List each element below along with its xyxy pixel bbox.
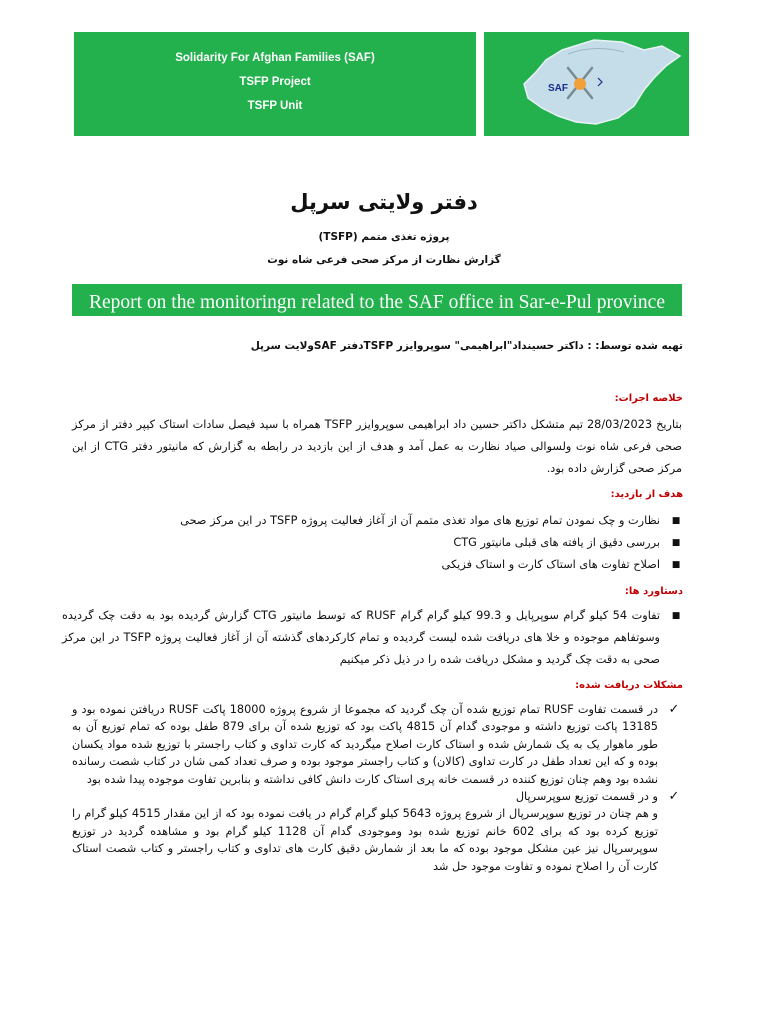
list-item-text: در قسمت تفاوت RUSF تمام توزیع شده آن چک گردید که مجموعا از شروع پروژه 18000 پاکت RUSF دریافتن نموده بود و 13185 پاکت توزیع داشته و موجودی گدام آن 4815 پاکت بود که توزیع شده آن برای 879 طفل بوده که تمام توزیع آن به طور ماهوار یک به یک شمارش شده و استاک کارت اصلاح میگردید که کارت تداوی و کتاب راجستر با توزیع شده مواد یکسان بوده و که این تعداد طفل در کارت تداوی (کالان) و کتاب راجستر موجود بوده و صرف تعداد کمی شان در کتاب شصت رسانده نشده بود وهم چنان توزیع کننده در قسمت خانه پری استاک کارت دانش کافی نداشته و بنابرین تفاوت موجوده پیدا شده بود bbox=[72, 703, 658, 786]
achievements-list bbox=[62, 605, 682, 671]
bullet-icon: ■ bbox=[671, 611, 681, 621]
list-item bbox=[62, 532, 682, 554]
list-item-text: بررسی دقیق از یافته های قبلی مانیتور CTG bbox=[453, 536, 660, 549]
org-name: Solidarity For Afghan Families (SAF) bbox=[175, 52, 375, 64]
summary-paragraph: بتاریخ 28/03/2023 تیم متشکل داکتر حسین داد ابراهیمی سوپروایزر TSFP همراه با سید فیصل سادات استاک کیپر دفتر از مرکز صحی فرعی شاه نوت ولسوالی صیاد نظارت به عمل آمد و هدف از این بازدید در رابطه به گزارش که مانیتور دفتر CTG از این مرکز صحی گزارش داده بود. bbox=[72, 418, 682, 475]
list-item bbox=[42, 805, 682, 875]
header-banner bbox=[74, 32, 476, 136]
list-item-text: نظارت و چک نمودن تمام توزیع های مواد تغذی متمم آن از آغاز فعالیت پروژه TSFP در این مرکز صحی bbox=[180, 514, 660, 527]
list-item bbox=[62, 510, 682, 532]
document-subtitle: پروژه تغذی متمم (TSFP) bbox=[318, 231, 450, 243]
document-subtitle-2: گزارش نظارت از مرکز صحی فرعی شاه نوت bbox=[267, 254, 501, 266]
unit-name: TSFP Unit bbox=[247, 100, 303, 112]
project-name: TSFP Project bbox=[239, 76, 311, 88]
checkmark-icon: ✓ bbox=[668, 789, 680, 805]
bullet-icon: ■ bbox=[671, 516, 681, 526]
report-banner: Report on the monitoringn related to the SAF office in Sar-e-Pul province bbox=[72, 284, 682, 316]
list-item bbox=[42, 788, 682, 805]
goals-list bbox=[62, 510, 682, 576]
document-title: دفتر ولایتی سرپل bbox=[290, 190, 478, 214]
list-item-text: و در قسمت توزیع سوپرسرپال bbox=[515, 790, 658, 804]
list-item-text: و هم چنان در توزیع سوپرسرپال از شروع پروژه 5643 کیلو گرام گرام در یافت نموده بود که از این مقدار 4515 کیلو گرام را توزیع کرده بود که برای 602 خانم توزیع شده بود وموجودی گدام آن 1128 کیلو گرام بود و مشاهده گردید در توزیع سوپرسرپال نیز عین مشکل موجود بوده که ما بعد از شمارش دقیق کارت های تداوی و کتاب راجستر و کتاب شصت استاک کارت آن را اصلاح نموده و تفاوت موجود حل شد bbox=[72, 807, 658, 873]
checkmark-icon: ✓ bbox=[668, 702, 680, 717]
list-item-text: اصلاح تفاوت های استاک کارت و استاک فزیکی bbox=[441, 558, 660, 571]
logo-panel bbox=[484, 32, 689, 136]
bullet-icon: ■ bbox=[671, 538, 681, 548]
list-item-text: تفاوت 54 کیلو گرام سوپرپایل و 99.3 کیلو گرام گرام RUSF که توسط مانیتور CTG گزارش گردیده بود به دقت چک گردیده وسوتفاهم موجوده و خلا های دریافت شده لیست گردیده و تمام کارکردهای گذشته آن از آغاز فعالیت پروژه TSFP در این مرکز صحی به دقت چک گردید و مشکل دریافت شده را در ذیل ذکر میکنیم bbox=[62, 609, 661, 666]
achievements-heading: دستاورد ها: bbox=[624, 586, 683, 597]
saf-afghanistan-map-logo bbox=[484, 32, 689, 136]
list-item bbox=[42, 701, 682, 788]
bullet-icon: ■ bbox=[671, 560, 681, 570]
goals-heading: هدف از بازدید: bbox=[610, 489, 683, 500]
list-item bbox=[62, 554, 682, 576]
problems-list bbox=[42, 701, 682, 875]
prepared-by: تهیه شده توسط: : داکتر حسینداد"ابراهیمی" سوپروایزر TSFPدفتر SAFولایت سرپل bbox=[250, 340, 683, 352]
logo-text: SAF bbox=[548, 83, 568, 94]
problems-heading: مشکلات دریافت شده: bbox=[575, 680, 683, 691]
list-item bbox=[62, 605, 682, 671]
summary-heading: خلاصه اجرات: bbox=[614, 393, 683, 404]
